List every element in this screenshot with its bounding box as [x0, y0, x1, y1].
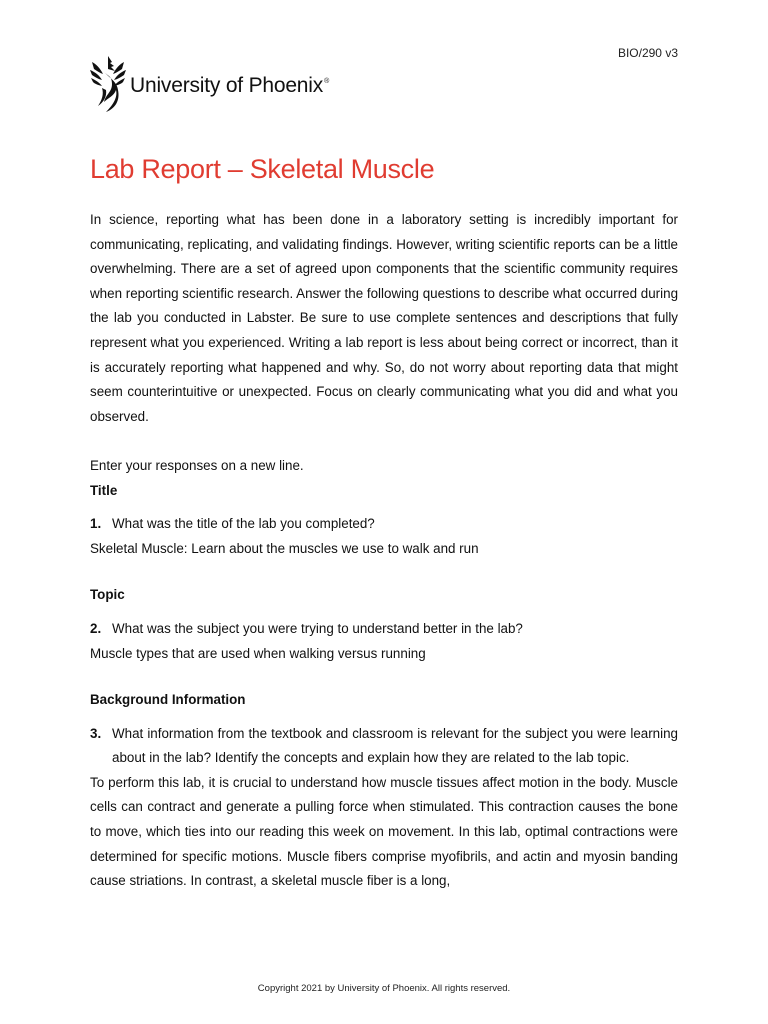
question-1 — [90, 512, 678, 537]
document-title: Lab Report – Skeletal Muscle — [90, 154, 435, 184]
logo-wordmark: University of Phoenix® — [130, 74, 330, 97]
answer-2: Muscle types that are used when walking versus running — [90, 645, 426, 661]
document-body — [90, 208, 678, 894]
course-code: BIO/290 v3 — [617, 46, 678, 60]
question-2 — [90, 617, 678, 642]
university-logo — [90, 54, 329, 114]
section-heading-topic: Topic — [90, 587, 125, 603]
question-number: 1. — [90, 516, 102, 532]
section-heading-background: Background Information — [90, 692, 246, 708]
copyright-footer: Copyright 2021 by University of Phoenix. All rights reserved. — [257, 983, 511, 994]
intro-paragraph: In science, reporting what has been done in a laboratory setting is incredibly important for communicating, replicating, and validating findings. However, writing scientific reports can be a little overwhelming. There are a set of agreed upon components that the scientific community requires when reporting scientific research. Answer the following questions to describe what occurred during the lab you conducted in Labster. Be sure to use complete sentences and descriptions that fully represent what you experienced. Writing a lab report is less about being correct or incorrect, than it is accurately reporting what happened and why. So, do not worry about reporting data that might seem counterintuitive or unexpected. Focus on clearly communicating what you did and what you observed. — [90, 212, 679, 424]
instruction-text: Enter your responses on a new line. — [90, 457, 304, 473]
question-number: 2. — [90, 620, 102, 636]
section-heading-title: Title — [90, 482, 118, 498]
question-text: What information from the textbook and classroom is relevant for the subject you were learning about in the lab? Identify the concepts and explain how they are related to the lab topic. — [112, 725, 678, 766]
answer-1: Skeletal Muscle: Learn about the muscles we use to walk and run — [90, 540, 479, 556]
question-text: What was the subject you were trying to understand better in the lab? — [112, 620, 523, 636]
phoenix-bird-icon — [90, 54, 126, 114]
question-3 — [90, 722, 678, 771]
question-number: 3. — [90, 725, 102, 741]
answer-3: To perform this lab, it is crucial to understand how muscle tissues affect motion in the body. Muscle cells can contract and generate a pulling force when stimulated. This contraction causes the bone to move, which ties into our reading this week on movement. In this lab, optimal contractions were determined for specific motions. Muscle fibers comprise myofibrils, and actin and myosin banding cause striations. In contrast, a skeletal muscle fiber is a long, — [90, 774, 678, 889]
question-text: What was the title of the lab you completed? — [112, 516, 375, 532]
